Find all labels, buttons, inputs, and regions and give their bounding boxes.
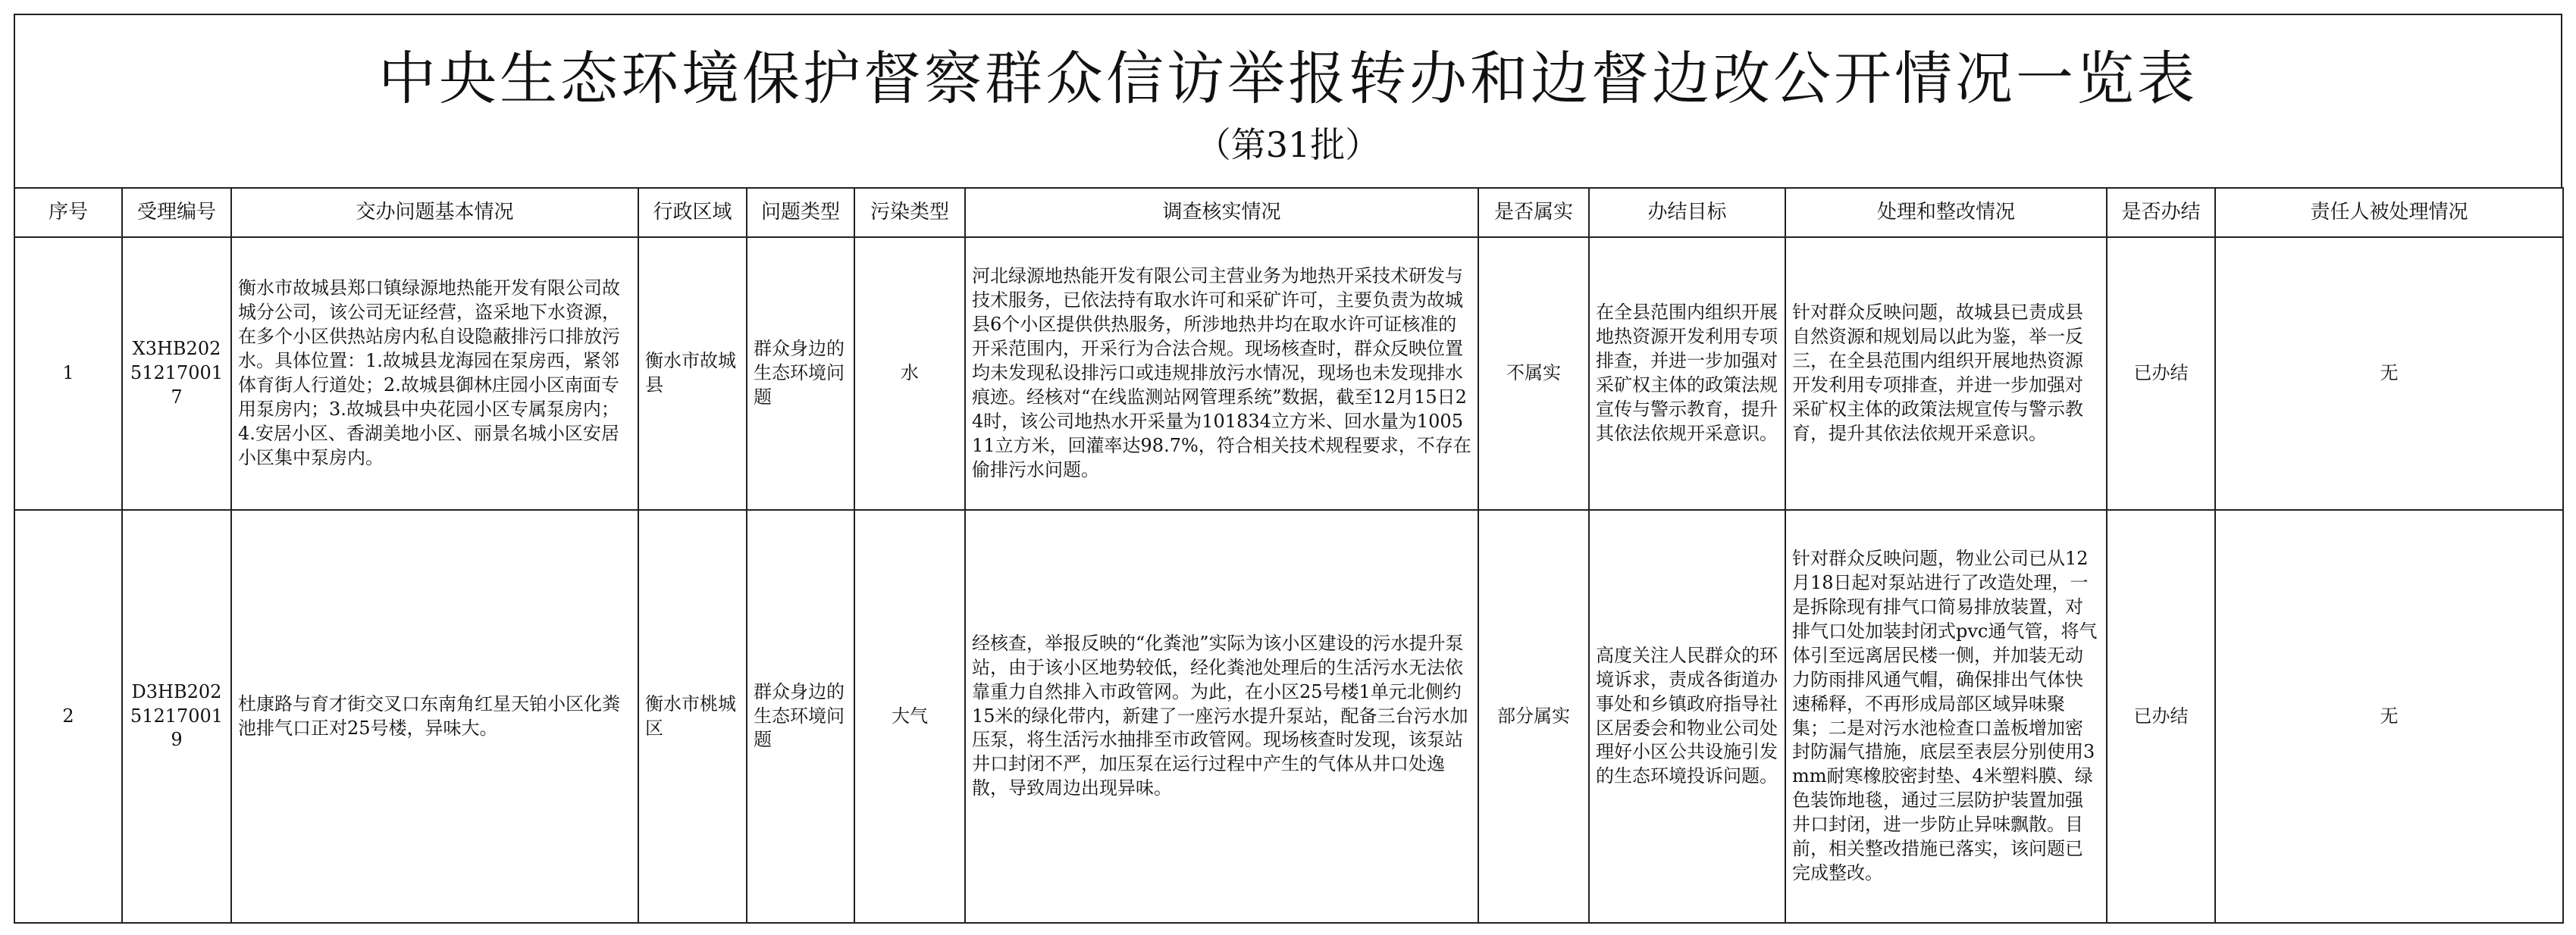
cell-is-true: 不属实	[1478, 237, 1589, 510]
cell-responsible: 无	[2215, 510, 2563, 923]
header-handling: 处理和整改情况	[1785, 188, 2107, 237]
cell-problem-basic: 衡水市故城县郑口镇绿源地热能开发有限公司故城分公司，该公司无证经营，盗采地下水资源，在多个小区供热站房内私自设隐蔽排污口排放污水。具体位置：1.故城县龙海园在泵房西，紧邻体育街人行道处；2.故城县御林庄园小区南面专用泵房内；3.故城县中央花园小区专属泵房内；4.安居小区、香湖美地小区、丽景名城小区安居小区集中泵房内。	[231, 237, 638, 510]
cell-region: 衡水市故城县	[638, 237, 747, 510]
cell-acceptance-no: X3HB202512170017	[122, 237, 231, 510]
cell-acceptance-no: D3HB202512170019	[122, 510, 231, 923]
header-responsible: 责任人被处理情况	[2215, 188, 2563, 237]
cell-handling: 针对群众反映问题，故城县已责成县自然资源和规划局以此为鉴，举一反三，在全县范围内组织开展地热资源开发利用专项排查，并进一步加强对采矿权主体的政策法规宣传与警示教育，提升其依法依规开采意识。	[1785, 237, 2107, 510]
header-acceptance-no: 受理编号	[122, 188, 231, 237]
header-pollution-type: 污染类型	[854, 188, 965, 237]
cell-goal: 在全县范围内组织开展地热资源开发利用专项排查，并进一步加强对采矿权主体的政策法规宣传与警示教育，提升其依法依规开采意识。	[1589, 237, 1785, 510]
header-goal: 办结目标	[1589, 188, 1785, 237]
cell-investigation: 经核查，举报反映的“化粪池”实际为该小区建设的污水提升泵站，由于该小区地势较低，经化粪池处理后的生活污水无法依靠重力自然排入市政管网。为此，在小区25号楼1单元北侧约15米的绿化带内，新建了一座污水提升泵站，配备三台污水加压泵，将生活污水抽排至市政管网。现场核查时发现，该泵站井口封闭不严，加压泵在运行过程中产生的气体从井口处逸散，导致周边出现异味。	[965, 510, 1478, 923]
report-table	[14, 187, 2564, 924]
table-header-row	[14, 188, 2563, 237]
cell-region: 衡水市桃城区	[638, 510, 747, 923]
header-is-true: 是否属实	[1478, 188, 1589, 237]
cell-responsible: 无	[2215, 237, 2563, 510]
cell-problem-type: 群众身边的生态环境问题	[747, 510, 854, 923]
header-is-closed: 是否办结	[2107, 188, 2215, 237]
cell-problem-type: 群众身边的生态环境问题	[747, 237, 854, 510]
cell-investigation: 河北绿源地热能开发有限公司主营业务为地热开采技术研发与技术服务，已依法持有取水许可和采矿许可，主要负责为故城县6个小区提供供热服务，所涉地热井均在取水许可证核准的开采范围内，开采行为合法合规。现场核查时，群众反映位置均未发现私设排污口或违规排放污水情况，现场也未发现排水痕迹。经核对“在线监测站网管理系统”数据，截至12月15日24时，该公司地热水开采量为101834立方米、回水量为100511立方米，回灌率达98.7%，符合相关技术规程要求，不存在偷排污水问题。	[965, 237, 1478, 510]
table-row	[14, 237, 2563, 510]
cell-handling: 针对群众反映问题，物业公司已从12月18日起对泵站进行了改造处理，一是拆除现有排气口简易排放装置，对排气口处加装封闭式pvc通气管，将气体引至远离居民楼一侧，并加装无动力防雨排风通气帽，确保排出气体快速稀释，不再形成局部区域异味聚集；二是对污水池检查口盖板增加密封防漏气措施，底层至表层分别使用3mm耐寒橡胶密封垫、4米塑料膜、绿色装饰地毯，通过三层防护装置加强井口封闭，进一步防止异味飘散。目前，相关整改措施已落实，该问题已完成整改。	[1785, 510, 2107, 923]
batch-subtitle: （第31批）	[1196, 124, 1380, 165]
cell-is-closed: 已办结	[2107, 510, 2215, 923]
header-region: 行政区域	[638, 188, 747, 237]
cell-is-closed: 已办结	[2107, 237, 2215, 510]
header-investigation: 调查核实情况	[965, 188, 1478, 237]
header-problem-basic: 交办问题基本情况	[231, 188, 638, 237]
cell-goal: 高度关注人民群众的环境诉求，责成各街道办事处和乡镇政府指导社区居委会和物业公司处理好小区公共设施引发的生态环境投诉问题。	[1589, 510, 1785, 923]
header-problem-type: 问题类型	[747, 188, 854, 237]
cell-pollution-type: 大气	[854, 510, 965, 923]
header-seq: 序号	[14, 188, 122, 237]
page-title: 中央生态环境保护督察群众信访举报转办和边督边改公开情况一览表	[378, 45, 2198, 112]
cell-seq: 1	[14, 237, 122, 510]
cell-problem-basic: 杜康路与育才街交叉口东南角红星天铂小区化粪池排气口正对25号楼，异味大。	[231, 510, 638, 923]
cell-is-true: 部分属实	[1478, 510, 1589, 923]
title-area	[14, 14, 2562, 187]
cell-pollution-type: 水	[854, 237, 965, 510]
cell-seq: 2	[14, 510, 122, 923]
table-row	[14, 510, 2563, 923]
